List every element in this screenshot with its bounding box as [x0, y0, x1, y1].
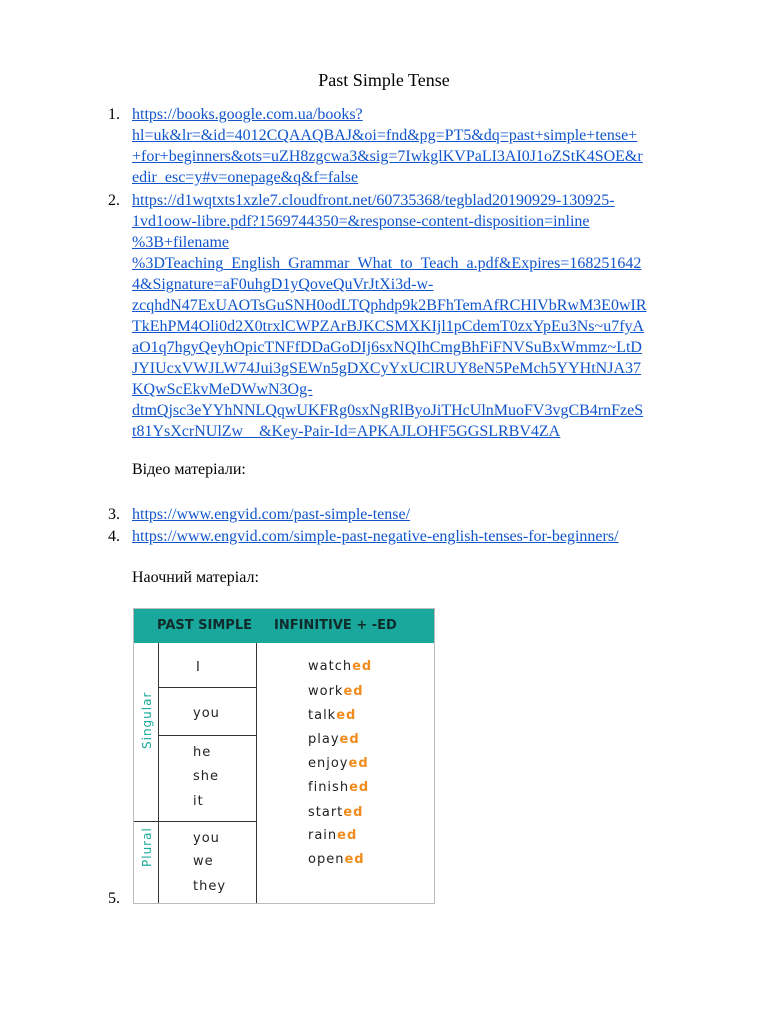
pronoun: he — [193, 745, 212, 760]
divider — [158, 735, 256, 736]
verb-talked — [308, 708, 356, 723]
pronoun: they — [193, 879, 227, 894]
verb-ending: ed — [352, 659, 373, 674]
verb-stem: start — [308, 805, 344, 820]
verb-stem: talk — [308, 708, 337, 723]
verb-enjoyed — [308, 756, 369, 771]
verb-stem: open — [308, 852, 345, 867]
link-line[interactable]: KQwScEkvMeDWwN3Og- — [132, 381, 313, 398]
link-engvid-past-simple[interactable] — [132, 504, 722, 525]
link-cloudfront-pdf[interactable] — [132, 190, 722, 442]
verb-ending: ed — [339, 732, 360, 747]
verb-worked — [308, 684, 364, 699]
link-line[interactable]: %3DTeaching_English_Grammar_What_to_Teach_a.pdf&Expires=168251642 — [132, 255, 642, 272]
verb-ending: ed — [336, 708, 357, 723]
verb-watched — [308, 659, 372, 674]
verb-ending: ed — [343, 684, 364, 699]
verb-played — [308, 732, 360, 747]
link-line[interactable]: 1vd1oow-libre.pdf?1569744350=&response-content-disposition=inline — [132, 213, 590, 230]
verb-ending: ed — [343, 805, 364, 820]
link-line[interactable]: hl=uk&lr=&id=4012CQAAQBAJ&oi=fnd&pg=PT5&dq=past+simple+tense+ — [132, 127, 638, 144]
pronoun: I — [196, 660, 201, 675]
label-singular: Singular — [140, 691, 154, 749]
link-engvid-simple-past-negative[interactable] — [132, 526, 722, 547]
link-line[interactable]: https://books.google.com.ua/books? — [132, 106, 363, 123]
verb-ending: ed — [348, 756, 369, 771]
verb-opened — [308, 852, 365, 867]
verb-stem: rain — [308, 828, 338, 843]
divider — [256, 643, 257, 903]
link-line[interactable]: JYIUcxVWJLW74Jui3gSEWn5gDXCyYxUClRUY8eN5PeMch5YYHtNJA37 — [132, 360, 641, 377]
visual-material-heading: Наочний матеріал: — [132, 569, 259, 586]
link-line[interactable]: https://www.engvid.com/simple-past-negative-english-tenses-for-beginners/ — [132, 528, 619, 545]
verb-finished — [308, 780, 369, 795]
header-infinitive-ed: INFINITIVE + -ED — [274, 618, 397, 633]
link-line[interactable]: zcqhdN47ExUAOTsGuSNH0odLTQphdp9k2BFhTemAfRCHIVbRwM3E0wIR — [132, 297, 647, 314]
divider — [134, 821, 256, 822]
list-number: 1. — [108, 106, 120, 123]
verb-ending: ed — [337, 828, 358, 843]
link-line[interactable]: TkEhPM4Oli0d2X0trxlCWPZArBJKCSMXKIjl1pCdemT0zxYpEu3Ns~u7fyA — [132, 318, 645, 335]
list-number: 4. — [108, 528, 120, 545]
list-number: 3. — [108, 506, 120, 523]
verb-rained — [308, 828, 357, 843]
video-materials-heading: Відео матеріали: — [132, 461, 246, 478]
page-title: Past Simple Tense — [318, 70, 450, 90]
verb-stem: finish — [308, 780, 350, 795]
past-simple-table — [133, 608, 435, 904]
verb-stem: work — [308, 684, 344, 699]
label-plural: Plural — [140, 827, 154, 867]
verb-stem: play — [308, 732, 340, 747]
link-books-google[interactable] — [132, 104, 722, 188]
link-line[interactable]: %3B+filename — [132, 234, 229, 251]
link-line[interactable]: edir_esc=y#v=onepage&q&f=false — [132, 169, 359, 186]
link-line[interactable]: t81YsXcrNUlZw__&Key-Pair-Id=APKAJLOHF5GGSLRBV4ZA — [132, 423, 561, 440]
verb-stem: enjoy — [308, 756, 349, 771]
list-number: 5. — [108, 890, 120, 907]
link-line[interactable]: +for+beginners&ots=uZH8zgcwa3&sig=7IwkglKVPaLI3AI0J1oZStK4SOE&r — [132, 148, 643, 165]
header-past-simple: PAST SIMPLE — [157, 618, 252, 633]
pronoun: she — [193, 769, 220, 784]
divider — [158, 687, 256, 688]
pronoun: you — [193, 831, 220, 846]
pronoun: we — [193, 854, 214, 869]
verb-started — [308, 805, 363, 820]
verb-ending: ed — [349, 780, 370, 795]
link-line[interactable]: aO1q7hgyQeyhOpicTNFfDDaGoDIj6sxNQIhCmgBhFiFNVSuBxWmmz~LtD — [132, 339, 642, 356]
verb-stem: watch — [308, 659, 353, 674]
link-line[interactable]: 4&Signature=aF0uhgD1yQoveQuVrJtXi3d-w- — [132, 276, 434, 293]
table-header — [134, 609, 434, 643]
divider — [158, 643, 159, 903]
link-line[interactable]: https://www.engvid.com/past-simple-tense/ — [132, 506, 411, 523]
pronoun: you — [193, 706, 220, 721]
link-line[interactable]: dtmQjsc3eYYhNNLQqwUKFRg0sxNgRlByoJiTHcUlnMuoFV3vgCB4rnFzeS — [132, 402, 644, 419]
list-number: 2. — [108, 192, 120, 209]
pronoun: it — [193, 794, 204, 809]
link-line[interactable]: https://d1wqtxts1xzle7.cloudfront.net/60735368/tegblad20190929-130925- — [132, 192, 615, 209]
verb-ending: ed — [344, 852, 365, 867]
